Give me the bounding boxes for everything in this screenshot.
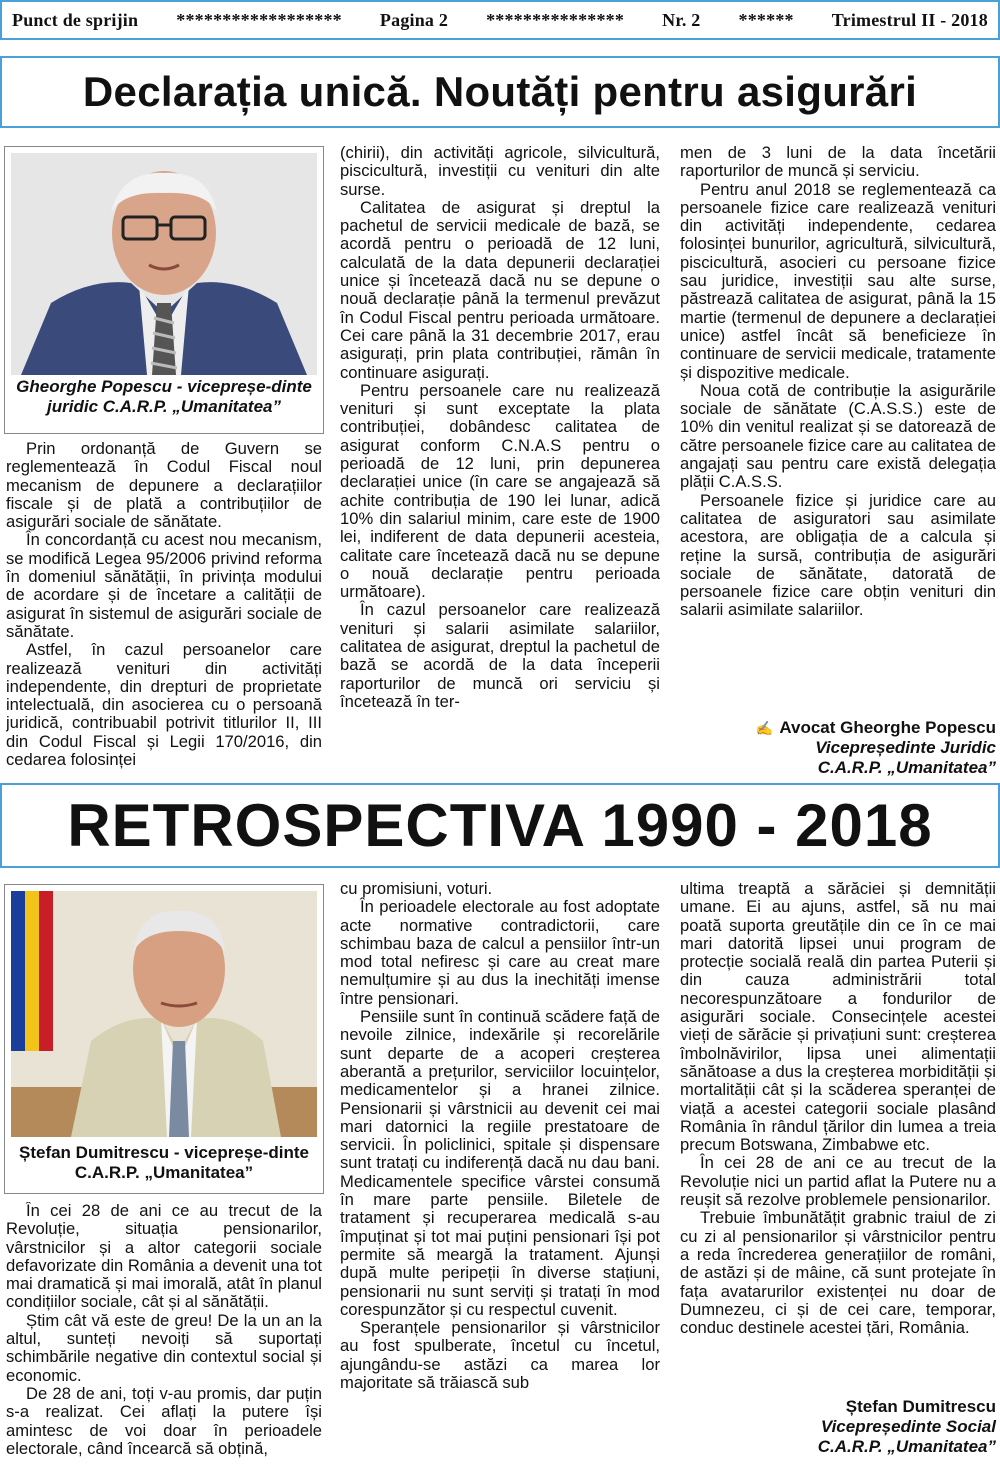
paragraph: Prin ordonanță de Guvern se reglementează în Codul Fiscal noul mecanism de depunere a declarațiilor fiscale și de plată a contribuțiilor de asigurări sociale de sănătate.	[6, 440, 322, 532]
paragraph: Pensiile sunt în continuă scădere față de nevoile zilnice, indexările și recorelările sunt departe de a acoperi creșterea aberantă a prețurilor, serviciilor locuințelor, medicamentelor și a hranei zilnice. Pensionarii și vârstnicii au devenit cei mai mari datornici la regiile prestatoare de servicii. În policlinici, spitale și dispensare sunt tratați cu indiferență dacă nu dau bani. Medicamentele specifice vârstei consumă în mare parte pensiile. Biletele de tratament și recuperarea medicală s-au împuținat și tot mai puțini pensionari își pot permite să meargă la tratament. Ajunși după multe peripeții în diverse stațiuni, pensionarii nu sunt serviți și tratați în mod corespunzător și cu respectul cuvenit.	[340, 1007, 660, 1319]
paragraph: Speranțele pensionarilor și vârstnicilor au fost spulberate, încetul cu încetul, ajungându-se astăzi ca marea lor majoritate să trăiască sub	[340, 1318, 660, 1393]
paragraph: Calitatea de asigurat și dreptul la pachetul de servicii medicale de bază, se acordă pentru o perioadă de 12 luni, calculată de la data depunerii declarației unice și încetează dacă nu se depune o nouă declarație până la termenul prevăzut în Codul Fiscal pentru perioada următoare. Cei care până la 31 decembrie 2017, erau asigurați, prin plata contribuției, rămân în continuare asigurați.	[340, 197, 660, 382]
paragraph: Astfel, în cazul persoanelor care realizează venituri din activități independente, din drepturi de proprietate intelectuală, din asocierea cu o persoană juridică, contribuabil potrivit titlurilor II, III din Codul Fiscal și Legii 170/2016, din cedarea folosinței	[6, 640, 322, 770]
article-column	[340, 144, 660, 778]
paragraph: Pentru persoanele care nu realizează venituri și sunt exceptate la plata contribuției, dobândesc calitatea de asigurat conform C.N.A.S pentru o perioadă de 12 luni, prin depunerea declarației unice (în care se angajează să achite contribuția de 190 lei lunar, adică 10% din salariul minim, care este de 1900 lei, indiferent de data depunerii acesteia, calitate care încetează dacă nu se depune o nouă declarație pentru perioada următoare).	[340, 380, 660, 602]
portrait-photo	[11, 153, 317, 375]
article-column	[340, 880, 660, 1480]
paragraph: Știm cât vă este de greu! De la un an la altul, sunteți nevoiți să suportați schimbările negative din contextul social și economic.	[6, 1310, 322, 1385]
paragraph: În cei 28 de ani ce au trecut de la Revoluție nici un partid aflat la Putere nu a reușit să rezolve problemele pensionarilor.	[680, 1153, 996, 1210]
paragraph: Trebuie îmbunătățit grabnic traiul de zi cu zi al pensionarilor și vârstnicilor pentru a reda încrederea generațiilor de români, de astăzi și de mâine, că sunt protejate în fața avatarurilor existenței nu doar de Dumnezeu, ci și de cei care, temporar, conduc destinele acestei țări, România.	[680, 1208, 996, 1338]
author-signature	[676, 1397, 996, 1457]
header-page: Pagina 2	[379, 9, 449, 30]
header-issue: Nr. 2	[662, 9, 701, 30]
paragraph: De 28 de ani, toți v-au promis, dar puțin s-a realizat. Cei aflați la putere își amintesc de voi doar în perioadele electorale, când încearcă să obțină,	[6, 1383, 322, 1458]
article-column	[6, 1202, 322, 1480]
paragraph: men de 3 luni de la data încetării raporturilor de muncă și serviciu.	[680, 144, 996, 181]
signature-name: Avocat Gheorghe Popescu	[779, 718, 996, 737]
signature-org: C.A.R.P. „Umanitatea”	[817, 758, 996, 777]
paragraph: În cei 28 de ani ce au trecut de la Revoluție, situația pensionarilor, vârstnicilor și a altor categorii sociale defavorizate din România a devenit una tot mai dramatică și mai imorală, atât în planul condițiilor sociale, cât și al sănătății.	[6, 1202, 322, 1312]
paragraph: În concordanță cu acest nou mecanism, se modifică Legea 95/2006 privind reforma în domeniul sănătății, în privința modului de acordare și de încetare a calității de asigurat în sistemul de asigurări sociale de sănătate.	[6, 530, 322, 641]
paragraph: Persoanele fizice și juridice care au calitatea de asiguratori sau asimilate acestora, are obligația de a calcula și reține la sursă, contribuția de asigurări sociale de sănătate, datorată de persoanele fizice care obțin venituri din salarii asimilate salariilor.	[680, 490, 996, 620]
paragraph: (chirii), din activități agricole, silvicultură, piscicultură, investiții cu venituri din alte surse.	[340, 144, 660, 199]
signature-org: C.A.R.P. „Umanitatea”	[817, 1437, 996, 1456]
signature-role: Vicepreședinte Juridic	[815, 738, 996, 757]
photo-caption: Ștefan Dumitrescu - vicepreșe-dinte C.A.R.P. „Umanitatea”	[18, 1143, 310, 1182]
photo-caption: Gheorghe Popescu - vicepreșe-dinte juridic C.A.R.P. „Umanitatea”	[16, 377, 312, 416]
paragraph: În perioadele electorale au fost adoptate acte normative contradictorii, care schimbau baza de calcul a pensiilor într-un mod total nefiresc și care au creat mare nemulțumire și au dus la inechități imense între pensionari.	[340, 897, 660, 1008]
author-photo-frame	[4, 884, 324, 1194]
paragraph: cu promisiuni, voturi.	[340, 880, 493, 898]
article-column	[6, 440, 322, 778]
paragraph: Pentru anul 2018 se reglementează ca persoanele fizice care realizează venituri din activități independente, cedarea folosinței bunurilor, agricultură, silvicultură, piscicultură, asocieri cu persoane fizice sau juridice, investiții sau alte surse, păstrează calitatea de asigurat, până la 15 martie (termenul de depunere a declarației unice) astfel încât să beneficieze în continuare de servicii medicale, tratamente și dispozitive medicale.	[680, 179, 996, 382]
article-title: Declarația unică. Noutăți pentru asigurări	[0, 56, 1000, 128]
header-stars: ***************	[486, 9, 625, 30]
signature-role: Vicepreședinte Social	[820, 1417, 996, 1436]
paragraph: În cazul persoanelor care realizează venituri și salarii asimilate salariilor, calitatea de asigurat, dreptul la pachetul de bază se acordă de la data începerii raporturilor de muncă ori serviciu și încetează în ter-	[340, 600, 660, 711]
article-column	[680, 880, 996, 1380]
signature-name: Ștefan Dumitrescu	[845, 1397, 996, 1416]
header-quarter: Trimestrul II - 2018	[831, 9, 988, 30]
header-stars: ******************	[176, 9, 342, 30]
author-signature	[676, 718, 996, 778]
author-photo-frame	[4, 146, 324, 434]
pen-icon: ✍	[755, 720, 774, 736]
portrait-photo	[11, 891, 317, 1137]
header-stars: ******	[738, 9, 794, 30]
article-column	[680, 144, 996, 722]
page-header	[0, 0, 1000, 40]
paragraph: ultima treaptă a sărăciei și demnității umane. Ei au ajuns, astfel, să nu mai poată suporta greutățile din ce în ce mai mari datorită lipsei unui program de protecție socială reală din partea Puterii și din cauza administrării total necorespunzătoare a fondurilor de asigurări sociale. Consecințele acestei vieți de sărăcie și privațiuni sunt: creșterea îmbolnăvirilor, lipsa unei alimentații sănătoase a dus la creșterea morbidității și mortalității cât și la scăderea speranței de viață a acestei categorii sociale plasând România în rândul țărilor din lumea a treia precum Botswana, Zimbabwe etc.	[680, 880, 996, 1155]
header-section: Punct de sprijin	[12, 9, 139, 30]
article-title: RETROSPECTIVA 1990 - 2018	[0, 783, 1000, 868]
paragraph: Noua cotă de contribuție la asigurările sociale de sănătate (C.A.S.S.) este de 10% din venitul realizat și se datorează de către persoanele fizice care au calitatea de angajați sau pentru care există delegația plății C.A.S.S.	[680, 380, 996, 492]
